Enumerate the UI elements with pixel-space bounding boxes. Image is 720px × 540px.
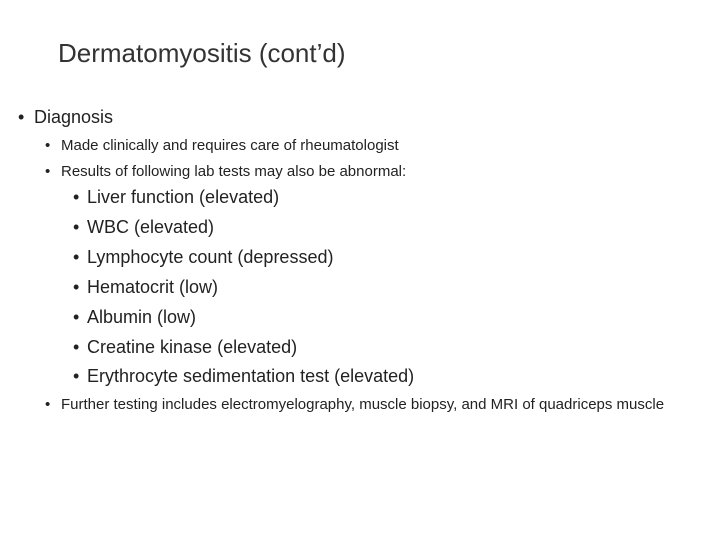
bullet-dot: •	[18, 107, 25, 127]
lab-test-item	[73, 307, 196, 328]
bullet-dot: •	[73, 277, 80, 297]
bullet-text: Made clinically and requires care of rheumatologist	[61, 137, 399, 154]
bullet-dot: •	[73, 366, 80, 386]
lab-test-text: Lymphocyte count (depressed)	[87, 247, 334, 267]
bullet-lab-results	[45, 162, 406, 182]
slide-title: Dermatomyositis (cont’d)	[58, 38, 346, 68]
bullet-text: Further testing includes electromyelography, muscle biopsy, and MRI of quadriceps muscle	[61, 396, 665, 413]
bullet-dot: •	[73, 307, 80, 327]
lab-test-item	[73, 277, 218, 298]
bullet-dot: •	[73, 217, 80, 237]
bullet-made-clinically	[45, 136, 399, 156]
lab-test-item	[73, 187, 279, 208]
bullet-text: Diagnosis	[34, 107, 114, 127]
lab-test-item	[73, 337, 297, 358]
lab-test-text: Albumin (low)	[87, 307, 197, 327]
bullet-dot: •	[45, 137, 51, 154]
bullet-dot: •	[45, 163, 51, 180]
lab-test-text: Creatine kinase (elevated)	[87, 337, 298, 357]
lab-test-text: Liver function (elevated)	[87, 187, 280, 207]
bullet-dot: •	[73, 187, 80, 207]
lab-test-text: Erythrocyte sedimentation test (elevated)	[87, 366, 415, 386]
lab-test-text: Hematocrit (low)	[87, 277, 219, 297]
lab-test-text: WBC (elevated)	[87, 217, 215, 237]
lab-test-item	[73, 366, 414, 387]
bullet-text: Results of following lab tests may also be abnormal:	[61, 163, 407, 180]
bullet-diagnosis	[18, 107, 113, 128]
lab-test-item	[73, 247, 333, 268]
hanging-bullet	[45, 396, 665, 414]
bullet-dot: •	[45, 396, 51, 413]
bullet-further-testing	[45, 396, 665, 414]
bullet-dot: •	[73, 247, 80, 267]
lab-test-item	[73, 217, 214, 238]
bullet-dot: •	[73, 337, 80, 357]
